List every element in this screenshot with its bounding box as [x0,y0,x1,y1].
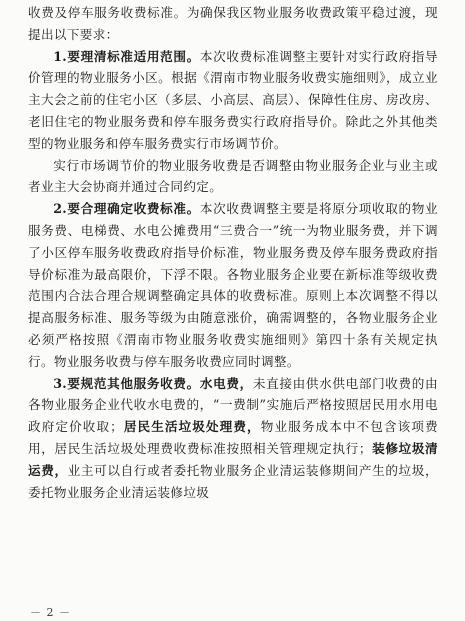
document-body [28,2,438,503]
label-garbage-fee: 居民生活垃圾处理费， [123,419,261,435]
heading-scope: 1.要理清标准适用范围。 [53,48,200,64]
text-segment: 收费及停车服务收费标准。为确保我区物业服务收费政策平稳过渡，现提出以下要求： [28,5,438,42]
heading-standards: 2.要合理确定收费标准。 [53,201,200,217]
paragraph-intro-continuation [28,2,438,46]
text-segment: 业主可以自行或者委托物业服务企业清运装修期间产生的垃圾，委托物业服务企业清运装修垃圾 [28,462,438,500]
text-segment: 未直接由供水供电部门收费的由各物业服务企业代收水电费的，“一费制”实施后严格按照居民用水用电政府定价收取； [28,375,439,435]
page-number: － 2 － [30,606,71,619]
paragraph-standards [28,198,438,372]
text-segment: 实行市场调节价的物业服务收费是否调整由物业服务企业与业主或者业主大会协商并通过合同约定。 [28,157,438,195]
text-segment: 本次收费调整主要是将原分项收取的物业服务费、电梯费、水电公摊费用“三费合一”统一为物业服务费，并下调了小区停车服务收费政府指导价标准，物业服务费及停车服务费政府指导价标准为最高限价，下浮不限。各物业服务企业要在新标准等级收费范围内合法合理合规调整确定具体的收费标准。原则上本次调整不得以提高服务标准、服务等级为由随意涨价，确需调整的，各物业服务企业必须严格按照《渭南市物业服务收费实施细则》第四十条有关规定执行。物业服务收费与停车服务收费应同时调整。 [28,201,438,369]
text-segment: 本次收费标准调整主要针对实行政府指导价管理的物业服务小区。根据《渭南市物业服务收费实施细则》，成立业主大会之前的住宅小区（多层、小高层、高层）、保障性住房、房改房、老旧住宅的物业服务费和停车服务费实行政府指导价。除此之外其他类型的物业服务和停车服务费实行市场调节价。 [28,48,438,151]
paragraph-scope [28,46,438,155]
text-segment: 物业服务成本中不包含该项费用，居民生活垃圾处理费收费标准按照相关管理规定执行； [28,419,439,456]
paragraph-other-fees [28,373,438,504]
paragraph-market-price [28,155,438,199]
label-renovation-fee: 装修垃圾清运费， [28,440,439,478]
heading-other-fees: 3.要规范其他服务收费。水电费， [53,375,253,391]
